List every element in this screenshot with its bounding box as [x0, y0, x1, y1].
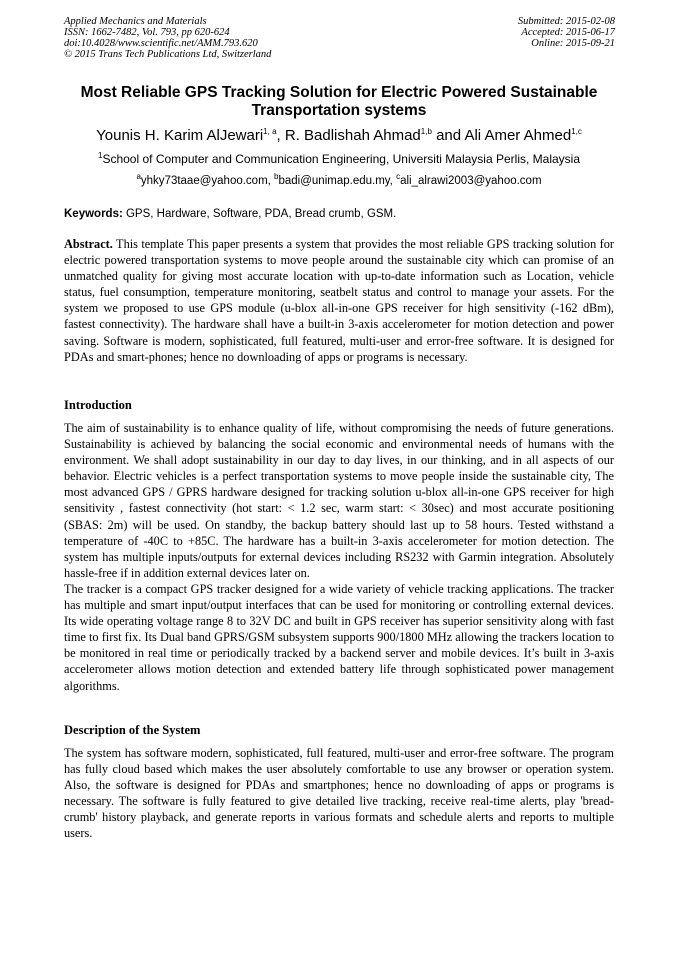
title-line-2: Transportation systems: [251, 102, 427, 119]
description-paragraph-1: The system has software modern, sophisticated, full featured, multi-user and error-free software. The program has fully cloud based which makes the user absolutely comfortable to use any browser or operation system. Also, the software is designed for PDAs and smartphones; hence no downloading of apps or programs is necessary. The software is fully featured to give detailed live tracking, receive real-time alerts, play 'bread-crumb' history playback, and generate reports in various formats and schedule alerts and reports to multiple users.: [64, 746, 614, 841]
description-body: [64, 745, 614, 842]
email-c: ali_alrawi2003@yahoo.com: [400, 174, 542, 187]
introduction-heading: Introduction: [64, 398, 132, 412]
author-separator-2: and: [431, 127, 465, 144]
title-line-1: Most Reliable GPS Tracking Solution for Electric Powered Sustainable: [80, 84, 598, 101]
journal-issn: ISSN: 1662-7482, Vol. 793, pp 620-624: [64, 27, 230, 38]
author-1-name: Younis H. Karim AlJewari: [96, 127, 264, 144]
keywords-label: Keywords:: [64, 208, 123, 220]
email-a: yhky73taae@yahoo.com,: [140, 174, 275, 187]
introduction-paragraph-1: The aim of sustainability is to enhance quality of life, without compromising the needs of future generations. Sustainability is achieved by balancing the social economic and environmental needs of humans with the environment. We shall adopt sustainability in our day to day lives, in our thinking, and in all aspects of our behavior. Electric vehicles is a perfect transportation systems to move people inside the sustainable city, The most advanced GPS / GPRS hardware designed for tracking solution u-blox all-in-one GPS receiver for high sensitivity , fastest connectivity (hot start: < 1.2 sec, warm start: < 30sec) and most accurate positioning (SBAS: 2m) will be used. On standby, the backup battery should last up to 58 hours. Tested withstand a temperature of -40C to +85C. The hardware has a built-in 3-axis accelerometer for motion detection. The system has multiple inputs/outputs for external devices including RS232 with Garmin integration. Absolutely hassle-free if in addition external devices later on.: [64, 421, 614, 580]
publication-dates: [518, 16, 615, 49]
author-1-marker: 1, a: [263, 127, 277, 136]
journal-doi: doi:10.4028/www.scientific.net/AMM.793.620: [64, 38, 258, 49]
author-2-name: R. Badlishah Ahmad: [284, 127, 421, 144]
abstract-text: This template This paper presents a system that provides the most reliable GPS tracking solution for electric powered transportation systems to move people around the sustainable city which can promise of an unmatched quality for giving most accurate location with up-to-date information such as Location, vehicle status, fuel consumption, temperature monitoring, seatbelt status and control to manage your assets. For the system we proposed to use GPS module (u-blox all-in-one GPS receiver for high sensitivity (-162 dBm), fastest connectivity). The hardware shall have a built-in 3-axis accelerometer for motion detection and power saving. Software is modern, sophisticated, full featured, multi-user and error-free software. It is designed for PDAs and smart-phones; hence no downloading of apps or programs is necessary.: [64, 237, 614, 364]
email-b-marker: b: [274, 172, 279, 181]
journal-name: Applied Mechanics and Materials: [64, 16, 207, 27]
introduction-body: [64, 420, 614, 694]
online-date: Online: 2015-09-21: [531, 38, 615, 49]
abstract-label: Abstract.: [64, 237, 113, 251]
keywords-text: GPS, Hardware, Software, PDA, Bread crumb, GSM.: [122, 208, 397, 220]
author-separator-1: ,: [276, 127, 285, 144]
affiliation: [30, 149, 648, 166]
paper-title: [40, 84, 638, 120]
submitted-date: Submitted: 2015-02-08: [517, 16, 615, 27]
affiliation-text: School of Computer and Communication Engineering, Universiti Malaysia Perlis, Malaysia: [102, 152, 580, 166]
accepted-date: Accepted: 2015-06-17: [521, 27, 615, 38]
author-emails: [30, 170, 648, 188]
email-c-marker: c: [396, 172, 401, 181]
email-a-marker: a: [136, 172, 141, 181]
journal-info: [64, 16, 271, 60]
email-b: badi@unimap.edu.my,: [278, 174, 397, 187]
description-heading: Description of the System: [64, 723, 201, 737]
affiliation-marker: 1: [98, 151, 103, 160]
journal-copyright: © 2015 Trans Tech Publications Ltd, Switzerland: [64, 49, 272, 60]
author-3-name: Ali Amer Ahmed: [464, 127, 572, 144]
introduction-paragraph-2: The tracker is a compact GPS tracker designed for a wide variety of vehicle tracking applications. The tracker has multiple and smart input/output interfaces that can be used for monitoring or controlling external devices. Its wide operating voltage range 8 to 32V DC and built in GPS receiver has superior sensitivity along with fast time to first fix. Its Dual band GPRS/GSM subsystem supports 900/1800 MHz allowing the trackers location to be monitored in real time or periodically tracked by a backend server and mobile devices. It’s built in 3-axis accelerometer allows motion detection and extended battery life through sophisticated power management algorithms.: [64, 581, 614, 693]
author-3-marker: 1,c: [571, 127, 582, 136]
abstract: [64, 236, 614, 365]
author-2-marker: 1,b: [420, 127, 432, 136]
author-list: [30, 123, 648, 145]
abstract-paragraph: [64, 236, 614, 365]
keywords: [64, 207, 616, 221]
